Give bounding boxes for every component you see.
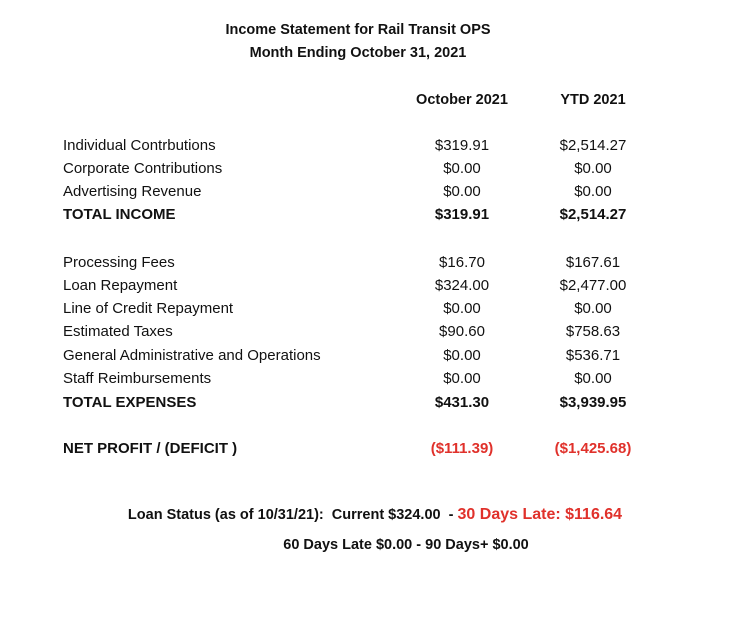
loan-status-line — [0, 506, 750, 524]
income-row — [0, 135, 750, 157]
row-label: Loan Repayment — [63, 277, 178, 294]
statement-period: Month Ending October 31, 2021 — [249, 45, 467, 61]
month-value: $324.00 — [434, 277, 490, 294]
expense-row — [0, 321, 750, 343]
month-value: $0.00 — [443, 370, 481, 387]
row-label: Advertising Revenue — [63, 183, 202, 200]
ytd-value: $0.00 — [574, 160, 612, 177]
month-value: $90.60 — [439, 323, 485, 340]
statement-title: Income Statement for Rail Transit OPS — [225, 22, 491, 38]
total-expenses-row — [0, 392, 750, 414]
ytd-value: $2,514.27 — [559, 137, 627, 154]
row-label: General Administrative and Operations — [63, 347, 321, 364]
month-value: ($111.39) — [430, 440, 494, 457]
row-label: NET PROFIT / (DEFICIT ) — [63, 440, 238, 457]
ytd-value: $758.63 — [565, 323, 621, 340]
row-label: Individual Contrbutions — [63, 137, 216, 154]
row-label: Processing Fees — [63, 254, 175, 271]
expense-row — [0, 275, 750, 297]
ytd-value: ($1,425.68) — [554, 440, 632, 457]
row-label: Corporate Contributions — [63, 160, 223, 177]
expense-row — [0, 345, 750, 367]
ytd-value: $0.00 — [574, 370, 612, 387]
month-value: $0.00 — [443, 300, 481, 317]
row-label: TOTAL EXPENSES — [63, 394, 197, 411]
loan-status-current: Loan Status (as of 10/31/21): Current $324.00 - — [127, 507, 458, 523]
ytd-value: $2,514.27 — [559, 206, 627, 223]
income-row — [0, 181, 750, 203]
month-value: $16.70 — [439, 254, 485, 271]
ytd-value: $0.00 — [574, 300, 612, 317]
total-income-row — [0, 204, 750, 226]
loan-status-30-days-late: 30 Days Late: $116.64 — [457, 506, 623, 523]
ytd-value: $536.71 — [565, 347, 621, 364]
ytd-value: $167.61 — [565, 254, 621, 271]
expense-row — [0, 298, 750, 320]
month-value: $319.91 — [434, 137, 490, 154]
row-label: Staff Reimbursements — [63, 370, 212, 387]
expense-row — [0, 252, 750, 274]
month-value: $431.30 — [434, 394, 490, 411]
row-label: Estimated Taxes — [63, 323, 173, 340]
month-value: $319.91 — [434, 206, 490, 223]
net-profit-row — [0, 438, 750, 460]
ytd-value: $3,939.95 — [559, 394, 627, 411]
ytd-value: $0.00 — [574, 183, 612, 200]
loan-status-line-2: 60 Days Late $0.00 - 90 Days+ $0.00 — [283, 537, 529, 553]
column-header-month: October 2021 — [416, 92, 508, 108]
row-label: TOTAL INCOME — [63, 206, 176, 223]
month-value: $0.00 — [443, 183, 481, 200]
expense-row — [0, 368, 750, 390]
month-value: $0.00 — [443, 160, 481, 177]
column-header-ytd: YTD 2021 — [560, 92, 626, 108]
row-label: Line of Credit Repayment — [63, 300, 234, 317]
month-value: $0.00 — [443, 347, 481, 364]
ytd-value: $2,477.00 — [559, 277, 627, 294]
income-row — [0, 158, 750, 180]
